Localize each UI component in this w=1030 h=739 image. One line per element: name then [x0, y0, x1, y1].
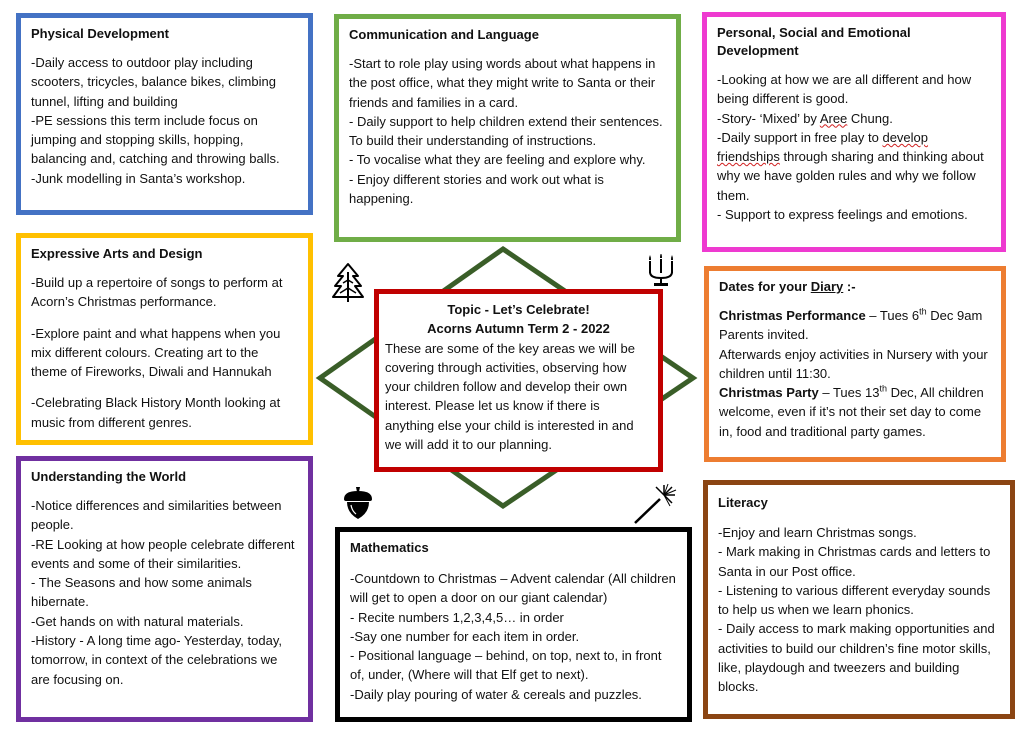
physical-line: -Junk modelling in Santa’s workshop.	[31, 170, 246, 186]
literacy-box	[703, 480, 1015, 719]
physical-title: Physical Development	[31, 26, 169, 41]
mathematics-line: -Daily play pouring of water & cereals and puzzles.	[350, 686, 642, 702]
mathematics-line: -Say one number for each item in order.	[350, 628, 580, 644]
communication-line: - Enjoy different stories and work out what is happening.	[349, 171, 604, 207]
christmas-party-info: Christmas Party – Tues 13th Dec, All children welcome, even if it’s not their set day to come in, food and traditional party games.	[719, 383, 984, 439]
communication-line: -Start to role play using words about what happens in the post office, what they might write to Santa or their friends and families in a card.	[349, 56, 656, 110]
story-author: Aree	[819, 110, 848, 126]
mathematics-title: Mathematics	[350, 540, 429, 555]
physical-line: -PE sessions this term include focus on jumping and stopping skills, hopping, balancing and, catching and throwing balls.	[31, 112, 280, 167]
mathematics-line: - Recite numbers 1,2,3,4,5… in order	[350, 609, 564, 625]
understanding-world-box	[16, 456, 313, 722]
physical-line: -Daily access to outdoor play including scooters, tricycles, balance bikes, climbing tunnel, lifting and building	[31, 55, 276, 109]
expressive-title: Expressive Arts and Design	[31, 246, 203, 261]
topic-body: These are some of the key areas we will be covering through activities, observing how your children follow and develop their own interest. Please let us know if there is anything else your child is interested in and we will add it to our planning.	[385, 340, 636, 453]
acorn-icon	[341, 485, 375, 521]
understanding-line: -History - A long time ago- Yesterday, today, tomorrow, in context of the celebrations we are focusing on.	[31, 633, 282, 687]
literacy-line: -Enjoy and learn Christmas songs.	[718, 525, 917, 540]
christmas-tree-icon	[332, 262, 364, 306]
literacy-line: - Daily access to mark making opportunities and activities to build our children’s fine motor skills, like, playdough and tweezers and building blocks.	[718, 621, 995, 695]
topic-title: Topic - Let’s Celebrate!	[447, 302, 590, 317]
communication-title: Communication and Language	[349, 27, 539, 42]
pse-line: - Support to express feelings and emotions.	[717, 207, 968, 223]
expressive-paragraph: -Build up a repertoire of songs to perform at Acorn’s Christmas performance.	[31, 275, 283, 310]
sparkler-icon	[632, 483, 678, 525]
literacy-line: - Listening to various different everyday sounds to help us when we learn phonics.	[718, 582, 991, 618]
pse-development-box	[702, 12, 1006, 252]
topic-box	[374, 289, 663, 472]
pse-story-line: -Story- ‘Mixed’ by Aree Chung.	[717, 110, 893, 126]
understanding-title: Understanding the World	[31, 469, 187, 484]
performance-afterwards-info: Afterwards enjoy activities in Nursery with your children until 11:30.	[719, 346, 988, 381]
understanding-line: -Notice differences and similarities between people.	[31, 498, 282, 533]
expressive-arts-box	[16, 233, 313, 445]
develop-friendships-text: develop friendships	[717, 129, 929, 165]
christmas-performance-info: Christmas Performance – Tues 6th Dec 9am Parents invited.	[719, 306, 983, 343]
expressive-paragraph: -Explore paint and what happens when you mix different colours. Creating art to the theme of Fireworks, Diwali and Hannukah	[31, 325, 281, 380]
communication-line: - Daily support to help children extend their sentences. To build their understanding of instructions.	[349, 113, 663, 149]
topic-subtitle: Acorns Autumn Term 2 - 2022	[427, 321, 610, 337]
mathematics-line: - Positional language – behind, on top, next to, in front of, under, (Where will that Elf get to next).	[350, 648, 662, 683]
literacy-line: - Mark making in Christmas cards and letters to Santa in our Post office.	[718, 544, 991, 579]
understanding-line: -Get hands on with natural materials.	[31, 613, 244, 629]
mathematics-box	[335, 527, 692, 722]
understanding-line: -RE Looking at how people celebrate different events and some of their similarities.	[31, 536, 295, 571]
dates-title: Dates for your Diary :-	[719, 279, 856, 294]
physical-development-box	[16, 13, 313, 215]
dates-diary-box	[704, 266, 1006, 462]
pse-free-play-line: -Daily support in free play to develop friendships through sharing and thinking about why we have golden rules and why we follow them.	[717, 129, 984, 203]
pse-title: Personal, Social and Emotional Development	[717, 25, 911, 58]
expressive-paragraph: -Celebrating Black History Month looking at music from different genres.	[31, 395, 281, 430]
mathematics-line: -Countdown to Christmas – Advent calendar (All children will get to open a door on our giant calendar)	[350, 571, 676, 606]
communication-language-box	[334, 14, 681, 242]
pse-line: -Looking at how we are all different and how being different is good.	[717, 72, 972, 107]
understanding-line: - The Seasons and how some animals hibernate.	[31, 575, 252, 610]
communication-line: - To vocalise what they are feeling and explore why.	[349, 152, 646, 168]
candelabra-icon	[644, 254, 678, 288]
literacy-title: Literacy	[718, 495, 768, 510]
